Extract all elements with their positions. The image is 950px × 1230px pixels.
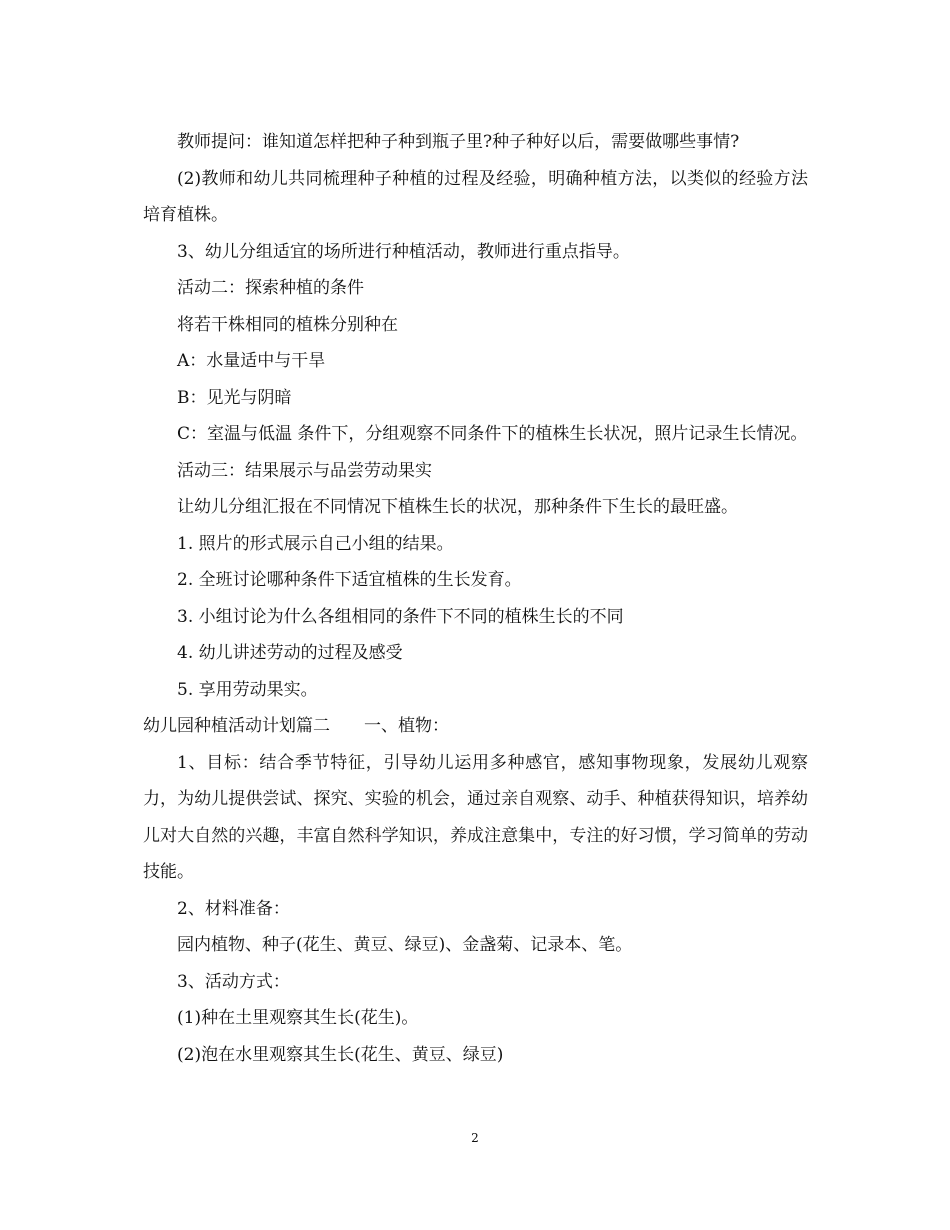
paragraph: 3、活动方式：: [177, 971, 290, 992]
paragraph: 1、目标：结合季节特征，引导幼儿运用多种感官，感知事物现象，发展幼儿观察力，为幼儿提供尝试、探究、实验的机会，通过亲自观察、动手、种植获得知识，培养幼儿对大自然的兴趣，丰富自然科学知识，养成注意集中，专注的好习惯，学习简单的劳动技能。: [143, 752, 808, 882]
list-item: 1. 照片的形式展示自己小组的结果。: [177, 533, 454, 554]
list-item: 4. 幼儿讲述劳动的过程及感受: [177, 643, 403, 663]
paragraph: A：水量适中与干旱: [177, 351, 326, 371]
paragraph: (2)泡在水里观察其生长(花生、黄豆、绿豆): [177, 1044, 504, 1065]
paragraph: 将若干株相同的植株分别种在: [177, 314, 398, 335]
paragraph: (2)教师和幼儿共同梳理种子种植的过程及经验，明确种植方法，以类似的经验方法培育植株。: [143, 168, 808, 225]
page-number: 2: [471, 1131, 479, 1145]
paragraph: C：室温与低温 条件下，分组观察不同条件下的植株生长状况，照片记录生长情况。: [177, 424, 808, 444]
paragraph: 园内植物、种子(花生、黄豆、绿豆)、金盏菊、记录本、笔。: [177, 935, 633, 955]
document-body: [143, 124, 808, 1073]
list-item: 2. 全班讨论哪种条件下适宜植株的生长发育。: [177, 570, 522, 590]
paragraph: 教师提问：谁知道怎样把种子种到瓶子里?种子种好以后，需要做哪些事情?: [177, 132, 740, 152]
paragraph: (1)种在土里观察其生长(花生)。: [177, 1008, 419, 1028]
paragraph: B：见光与阴暗: [177, 387, 292, 408]
paragraph: 活动三：结果展示与品尝劳动果实: [177, 460, 432, 481]
list-item: 3. 小组讨论为什么各组相同的条件下不同的植株生长的不同: [177, 606, 624, 627]
section-heading: 幼儿园种植活动计划篇二 一、植物：: [143, 716, 449, 736]
paragraph: 让幼儿分组汇报在不同情况下植株生长的状况，那种条件下生长的最旺盛。: [177, 497, 738, 517]
paragraph: 3、幼儿分组适宜的场所进行种植活动，教师进行重点指导。: [177, 241, 630, 262]
paragraph: 2、材料准备：: [177, 898, 290, 919]
list-item: 5. 享用劳动果实。: [177, 679, 318, 700]
paragraph: 活动二：探索种植的条件: [177, 278, 364, 298]
